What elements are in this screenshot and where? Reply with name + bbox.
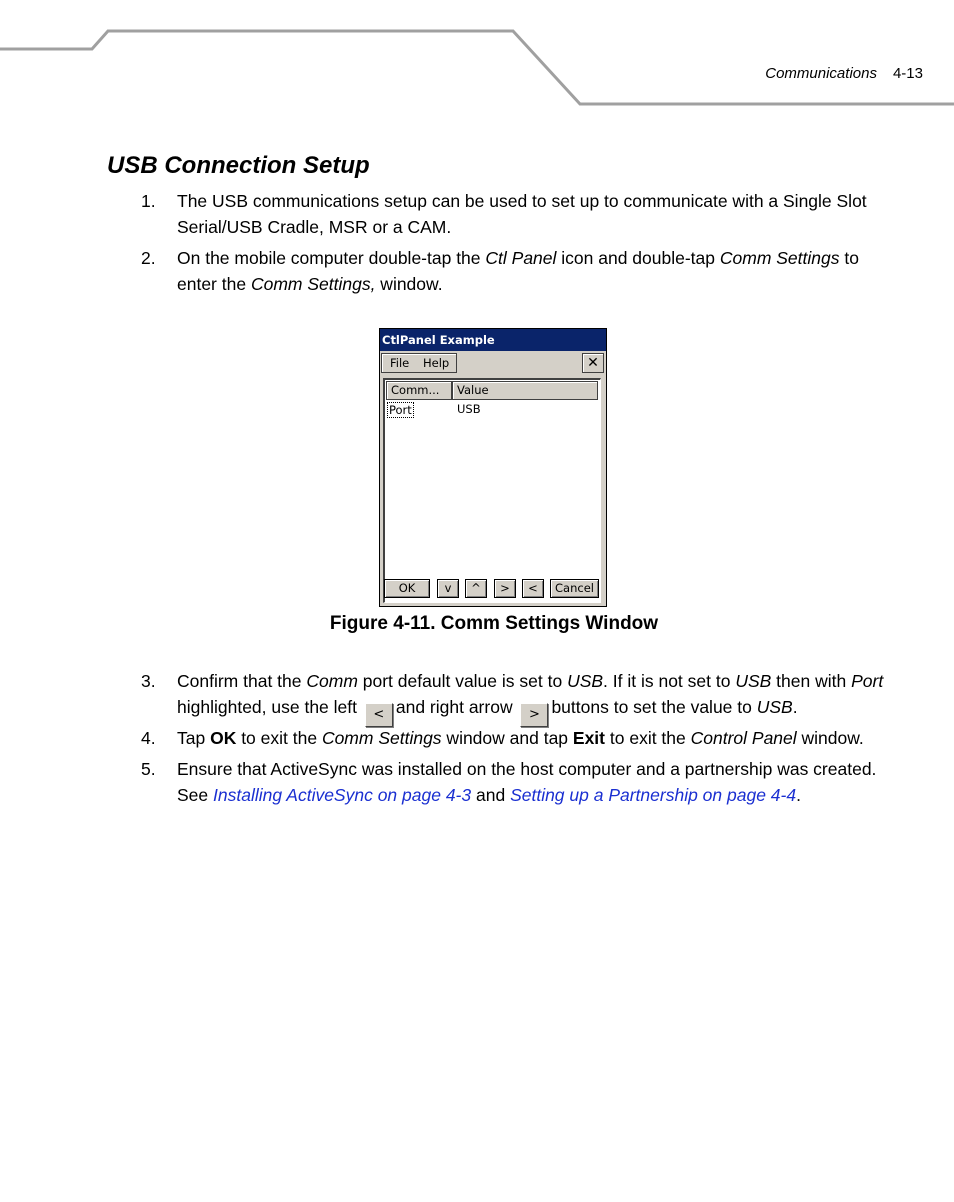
text-run: The USB communications setup can be used to set up to communicate with a Single Slot Serial/USB Cradle, MSR or a CAM.: [177, 191, 867, 237]
ok-button[interactable]: OK: [384, 579, 430, 598]
window-title: CtlPanel Example: [380, 329, 606, 351]
step-text: [177, 668, 897, 727]
text-run: and right arrow: [395, 697, 518, 717]
text-run: port default value is set to: [357, 671, 568, 691]
running-head-section: Communications: [765, 65, 877, 82]
text-run: to exit the: [236, 728, 322, 748]
text-run-italic: Ctl Panel: [485, 248, 557, 268]
menu-bar: [381, 353, 457, 373]
text-run-italic: USB: [756, 697, 793, 717]
step-text: [177, 756, 897, 808]
down-button[interactable]: v: [437, 579, 459, 598]
text-run: Confirm that the: [177, 671, 307, 691]
figure-caption: Figure 4-11. Comm Settings Window: [329, 613, 659, 634]
text-run-italic: Comm Settings: [321, 728, 442, 748]
menu-help[interactable]: Help: [423, 356, 450, 370]
column-header-value[interactable]: Value: [452, 381, 598, 400]
text-run: window and tap: [441, 728, 573, 748]
text-run: and: [471, 785, 511, 805]
text-run-italic: USB: [735, 671, 772, 691]
text-run-italic: USB: [567, 671, 604, 691]
row-port-value: USB: [457, 402, 481, 416]
link-installing-activesync[interactable]: Installing ActiveSync on page 4-3: [213, 785, 472, 805]
menu-file[interactable]: File: [390, 356, 410, 370]
text-run: window.: [796, 728, 864, 748]
text-run-italic: Control Panel: [690, 728, 797, 748]
comm-settings-window: [379, 328, 607, 607]
close-icon: ✕: [587, 355, 599, 371]
step-text: [177, 245, 897, 297]
text-run: highlighted, use the left: [177, 697, 362, 717]
header-rule: [0, 0, 954, 110]
left-arrow-button[interactable]: <: [522, 579, 544, 598]
step-number: 2.: [141, 248, 156, 268]
text-run-italic: Comm Settings: [719, 248, 840, 268]
right-arrow-button[interactable]: >: [494, 579, 516, 598]
text-run: to exit the: [605, 728, 691, 748]
text-run-italic: Comm: [306, 671, 358, 691]
column-header-comm[interactable]: Comm...: [386, 381, 452, 400]
up-button[interactable]: ^: [465, 579, 487, 598]
text-run: . If it is not set to: [603, 671, 736, 691]
row-port-name[interactable]: Port: [389, 403, 412, 417]
text-run-bold: OK: [210, 728, 237, 748]
text-run: On the mobile computer double-tap the: [177, 248, 486, 268]
step-number: 5.: [141, 759, 156, 779]
step-number: 3.: [141, 671, 156, 691]
inline-right-arrow-button: >: [520, 703, 548, 727]
text-run: icon and double-tap: [556, 248, 720, 268]
step-text: [177, 725, 897, 751]
inline-left-arrow-button: <: [365, 703, 393, 727]
text-run-italic: Port: [851, 671, 884, 691]
text-run: Tap: [177, 728, 211, 748]
page-number: 4-13: [892, 65, 923, 82]
step-number: 1.: [141, 191, 156, 211]
text-run: to enter the: [177, 248, 859, 294]
text-run-italic: Comm Settings,: [250, 274, 376, 294]
cancel-button[interactable]: Cancel: [550, 579, 599, 598]
close-button[interactable]: [582, 353, 604, 373]
link-setting-up-partnership[interactable]: Setting up a Partnership on page 4-4: [510, 785, 797, 805]
text-run: buttons to set the value to: [551, 697, 757, 717]
step-text: [177, 188, 897, 240]
text-run: .: [796, 785, 801, 805]
settings-list: [383, 378, 601, 603]
step-number: 4.: [141, 728, 156, 748]
running-head: [765, 65, 923, 82]
text-run: .: [792, 697, 798, 717]
section-title: USB Connection Setup: [107, 152, 370, 179]
text-run: window.: [375, 274, 443, 294]
text-run: then with: [771, 671, 852, 691]
text-run-bold: Exit: [572, 728, 606, 748]
text-run: Ensure that ActiveSync was installed on the host computer and a partnership was created. See: [177, 759, 877, 805]
